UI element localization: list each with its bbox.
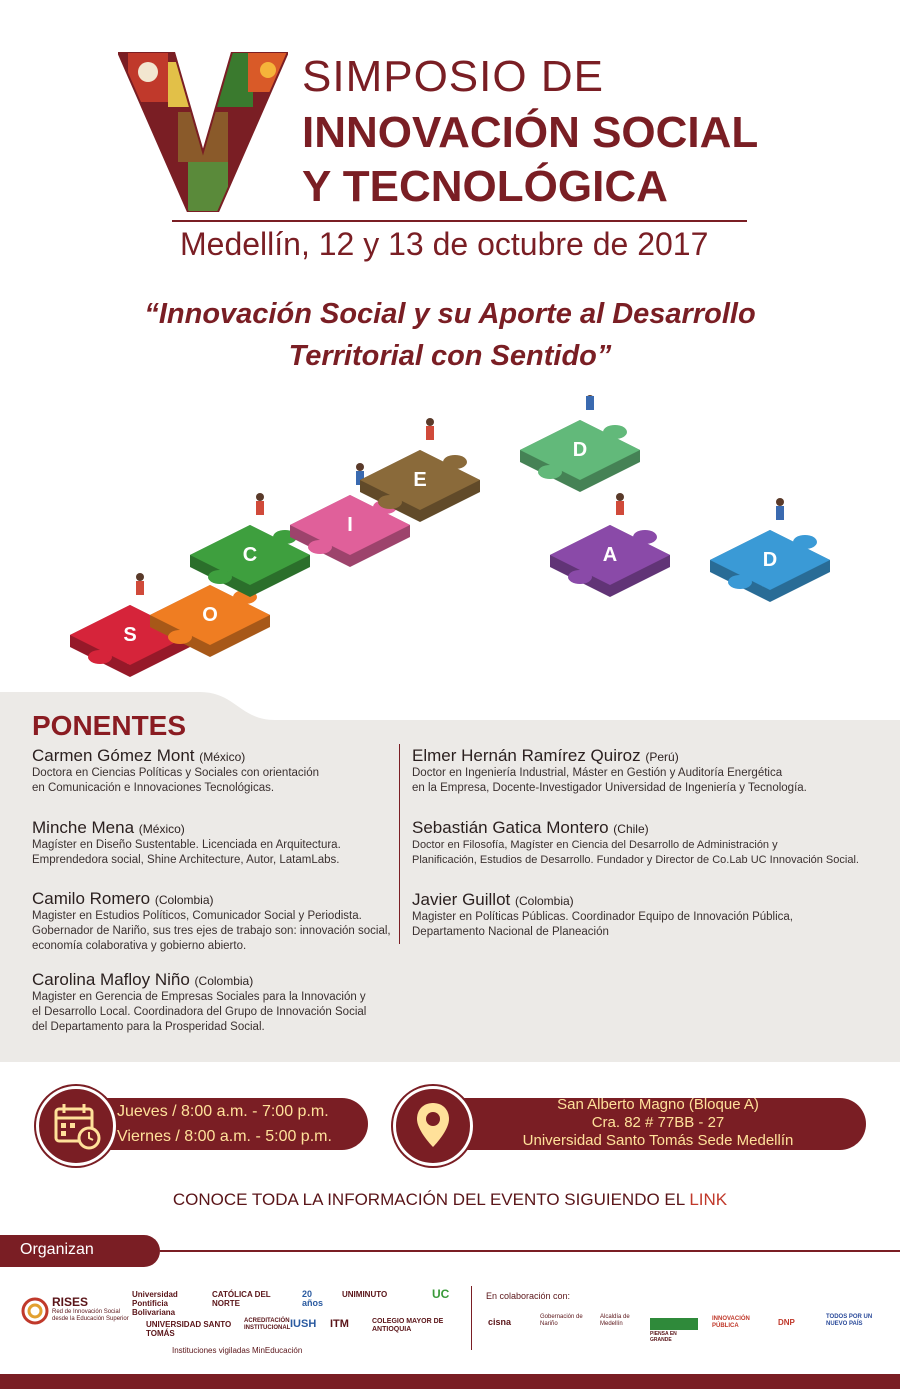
puzzle-letter: I xyxy=(347,514,353,536)
speaker-name: Elmer Hernán Ramírez Quiroz (Perú) xyxy=(412,746,679,765)
speaker-desc-line: economía colaborativa y gobierno abierto. xyxy=(32,940,247,952)
puzzle-letter: A xyxy=(602,544,618,566)
logo-colegio-mayor: COLEGIO MAYOR DE ANTIOQUIA xyxy=(372,1318,444,1333)
logo-uc: UC xyxy=(432,1287,450,1301)
logo-dnp: DNP xyxy=(778,1318,795,1327)
speaker-desc-line: Magíster en Diseño Sustentable. Licenciada en Arquitectura. xyxy=(32,839,341,851)
title-line-3: Y TECNOLÓGICA xyxy=(302,162,668,211)
speaker-card xyxy=(32,970,392,1035)
vigiladas-note: Instituciones vigiladas MinEducación xyxy=(172,1346,303,1355)
theme-line-1: “Innovación Social y su Aporte al Desarrollo xyxy=(144,298,756,330)
title-divider xyxy=(172,220,747,222)
person-figure xyxy=(616,493,624,515)
calendar-badge xyxy=(36,1086,116,1166)
speaker-card xyxy=(32,818,392,868)
event-date: Medellín, 12 y 13 de octubre de 2017 xyxy=(180,226,709,262)
logo-nuevo-pais: TODOS POR UN NUEVO PAÍS xyxy=(826,1314,873,1327)
location-line-1: San Alberto Magno (Bloque A) xyxy=(557,1096,759,1113)
logo-cisna: cisna xyxy=(488,1317,512,1327)
speaker-desc-line: del Departamento para la Prosperidad Social. xyxy=(32,1021,265,1033)
collab-label: En colaboración con: xyxy=(486,1291,571,1301)
rises-swirl-icon xyxy=(20,1296,50,1326)
logo-santo-tomas: UNIVERSIDAD SANTO TOMÁS xyxy=(146,1320,232,1338)
speaker-desc-line: Doctora en Ciencias Políticas y Sociales con orientación xyxy=(32,767,320,779)
speaker-desc-line: Planificación, Estudios de Desarrollo. Fundador y Director de Co.Lab UC Innovación Social. xyxy=(412,854,859,866)
speaker-card xyxy=(412,818,882,868)
footer-bar xyxy=(0,1374,900,1389)
piensa-grande-flag xyxy=(650,1318,698,1330)
logo-iush: IUSH xyxy=(290,1318,317,1330)
speaker-name: Minche Mena (México) xyxy=(32,818,185,837)
logo-alcaldia-medellin: Alcaldía de Medellín xyxy=(600,1314,630,1327)
theme-line-2: Territorial con Sentido” xyxy=(288,340,612,372)
speaker-desc-line: Departamento Nacional de Planeación xyxy=(412,926,609,938)
speaker-desc-line: Emprendedora social, Shine Architecture, Autor, LatamLabs. xyxy=(32,854,340,866)
collab-divider xyxy=(471,1286,472,1350)
speaker-desc-line: Doctor en Filosofía, Magíster en Ciencia del Desarrollo de Administración y xyxy=(412,839,778,851)
person-figure xyxy=(776,498,784,520)
puzzle-letter: C xyxy=(242,544,258,566)
puzzle-letter: E xyxy=(413,469,427,491)
speakers-heading: PONENTES xyxy=(32,710,187,741)
map-pin-icon xyxy=(396,1089,470,1163)
calendar-clock-icon xyxy=(39,1089,113,1163)
cta-text: CONOCE TODA LA INFORMACIÓN DEL EVENTO SIGUIENDO EL LINK xyxy=(172,1190,728,1209)
puzzle-letter: O xyxy=(202,604,218,626)
person-figure xyxy=(426,418,434,440)
speaker-card xyxy=(32,889,392,954)
puzzle-letter: D xyxy=(572,439,588,461)
speaker-desc-line: en Comunicación e Innovaciones Tecnológicas. xyxy=(32,782,275,794)
speaker-desc-line: en la Empresa, Docente-Investigador Universidad de Ingeniería y Tecnología. xyxy=(412,782,807,794)
logo-upb: Universidad Pontificia Bolivariana xyxy=(132,1290,178,1317)
speaker-name: Carmen Gómez Mont (México) xyxy=(32,746,246,765)
location-line-2: Cra. 82 # 77BB - 27 xyxy=(591,1114,725,1131)
speaker-desc-line: Magister en Gerencia de Empresas Sociales para la Innovación y xyxy=(32,991,366,1003)
organizers-label: Organizan xyxy=(20,1241,94,1258)
person-figure xyxy=(586,395,594,410)
organizers-rule xyxy=(160,1250,900,1252)
speaker-desc-line: Magister en Estudios Políticos, Comunicador Social y Periodista. xyxy=(32,910,362,922)
roman-numeral-v-logo xyxy=(118,52,288,212)
puzzle-piece xyxy=(520,420,640,492)
location-address xyxy=(470,1096,846,1150)
event-link[interactable]: LINK xyxy=(689,1190,728,1209)
logo-uniminuto: UNIMINUTO xyxy=(342,1290,388,1299)
logo-piensa-grande: PIENSA EN GRANDE xyxy=(650,1331,677,1343)
puzzle-illustration xyxy=(60,395,860,685)
person-figure xyxy=(136,573,144,595)
puzzle-piece xyxy=(710,530,830,602)
logo-catolica-norte: CATÓLICA DEL NORTE xyxy=(212,1290,271,1308)
puzzle-letter: D xyxy=(762,549,778,571)
speaker-name: Javier Guillot (Colombia) xyxy=(412,890,574,909)
title-line-1: SIMPOSIO DE xyxy=(302,52,604,101)
speaker-desc-line: Gobernador de Nariño, sus tres ejes de trabajo son: innovación social, xyxy=(32,925,391,937)
title-line-2: INNOVACIÓN SOCIAL xyxy=(302,108,759,157)
logo-acreditacion: ACREDITACIÓN INSTITUCIONAL xyxy=(244,1318,291,1331)
puzzle-piece xyxy=(550,525,670,597)
speaker-card xyxy=(32,746,392,796)
logo-itm: ITM xyxy=(330,1318,349,1330)
person-figure xyxy=(256,493,264,515)
puzzle-letter: S xyxy=(123,624,137,646)
column-divider xyxy=(399,744,400,944)
speaker-desc-line: el Desarrollo Local. Coordinadora del Grupo de Innovación Social xyxy=(32,1006,367,1018)
logo-20-anos: 20 años xyxy=(302,1289,324,1308)
location-line-3: Universidad Santo Tomás Sede Medellín xyxy=(522,1132,794,1149)
speaker-card xyxy=(412,746,882,796)
speaker-name: Carolina Mafloy Niño (Colombia) xyxy=(32,970,254,989)
speaker-name: Camilo Romero (Colombia) xyxy=(32,889,214,908)
location-badge xyxy=(393,1086,473,1166)
logo-innovacion-publica: INNOVACIÓN PÚBLICA xyxy=(712,1316,750,1329)
logo-gob-narino: Gobernación de Nariño xyxy=(540,1314,583,1327)
speaker-desc-line: Magister en Políticas Públicas. Coordinador Equipo de Innovación Pública, xyxy=(412,911,793,923)
speaker-card xyxy=(412,890,882,940)
schedule-day-2: Viernes / 8:00 a.m. - 5:00 p.m. xyxy=(117,1128,332,1145)
schedule-day-1: Jueves / 8:00 a.m. - 7:00 p.m. xyxy=(117,1103,329,1120)
speaker-name: Sebastián Gatica Montero (Chile) xyxy=(412,818,649,837)
speaker-desc-line: Doctor en Ingeniería Industrial, Máster en Gestión y Auditoría Energética xyxy=(412,767,783,779)
